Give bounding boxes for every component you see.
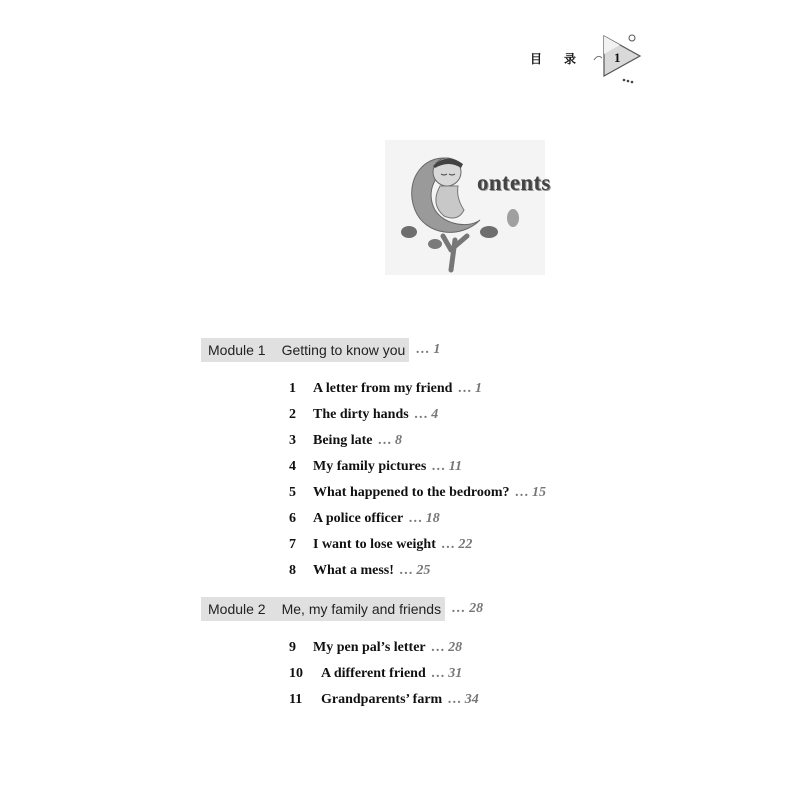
lesson-title: Grandparents’ farm [321,692,443,707]
lesson-page: … 34 [447,692,479,707]
lesson-page: … 15 [514,485,547,500]
lesson-page: … 8 [377,433,402,448]
module-2-lesson-list [289,635,479,713]
lesson-page: … 18 [408,511,440,526]
lesson-page: … 11 [431,459,463,474]
lesson-title: Being late [313,433,373,448]
lesson-title: The dirty hands [313,407,409,422]
lesson-item: 7 I want to lose weight … 22 [289,537,473,552]
module-2-page: … 28 [451,601,484,616]
module-1-title: Getting to know you [281,342,406,358]
page-number: 1 [614,50,621,65]
lesson-item: 11 Grandparents’ farm … 34 [289,692,479,707]
lesson-item: 9 My pen pal’s letter … 28 [289,640,463,655]
lesson-title: I want to lose weight [313,537,436,552]
lesson-item: 10 A different friend … 31 [289,666,463,681]
contents-heading: ontents [477,170,551,195]
lesson-page: … 25 [398,563,431,578]
module-1-page: … 1 [415,342,441,357]
lesson-item: 6 A police officer … 18 [289,511,440,526]
lesson-page: … 22 [440,537,473,552]
girl-on-crescent-c-illustration [385,140,545,275]
lesson-page: … 4 [413,407,439,422]
lesson-title: A different friend [321,666,426,681]
lesson-title: What a mess! [313,563,394,578]
lesson-page: … 28 [430,640,463,655]
module-1-heading [201,338,440,362]
module-1-label: Module 1 [208,342,266,358]
module-2-box [201,597,445,621]
lesson-title: A police officer [313,511,404,526]
page-number-badge [590,30,646,86]
module-2-heading [201,597,483,621]
module-1-box [201,338,409,362]
lesson-item: 8 What a mess! … 25 [289,563,431,578]
lesson-title: My family pictures [313,459,427,474]
lesson-item: 3 Being late … 8 [289,433,402,448]
lesson-title: A letter from my friend [313,381,453,396]
running-header-label: 目录 [530,52,599,66]
contents-illustration [385,140,545,275]
module-2-title: Me, my family and friends [281,601,442,617]
lesson-title: What happened to the bedroom? [313,485,510,500]
lesson-item: 2 The dirty hands … 4 [289,407,439,422]
lesson-page: … 1 [457,381,482,396]
lesson-item: 1 A letter from my friend … 1 [289,381,482,396]
module-2-label: Module 2 [208,601,266,617]
lesson-page: … 31 [430,666,463,681]
lesson-item: 5 What happened to the bedroom? … 15 [289,485,547,500]
lesson-title: My pen pal’s letter [313,640,426,655]
module-1-lesson-list [289,376,546,584]
lesson-item: 4 My family pictures … 11 [289,459,463,474]
